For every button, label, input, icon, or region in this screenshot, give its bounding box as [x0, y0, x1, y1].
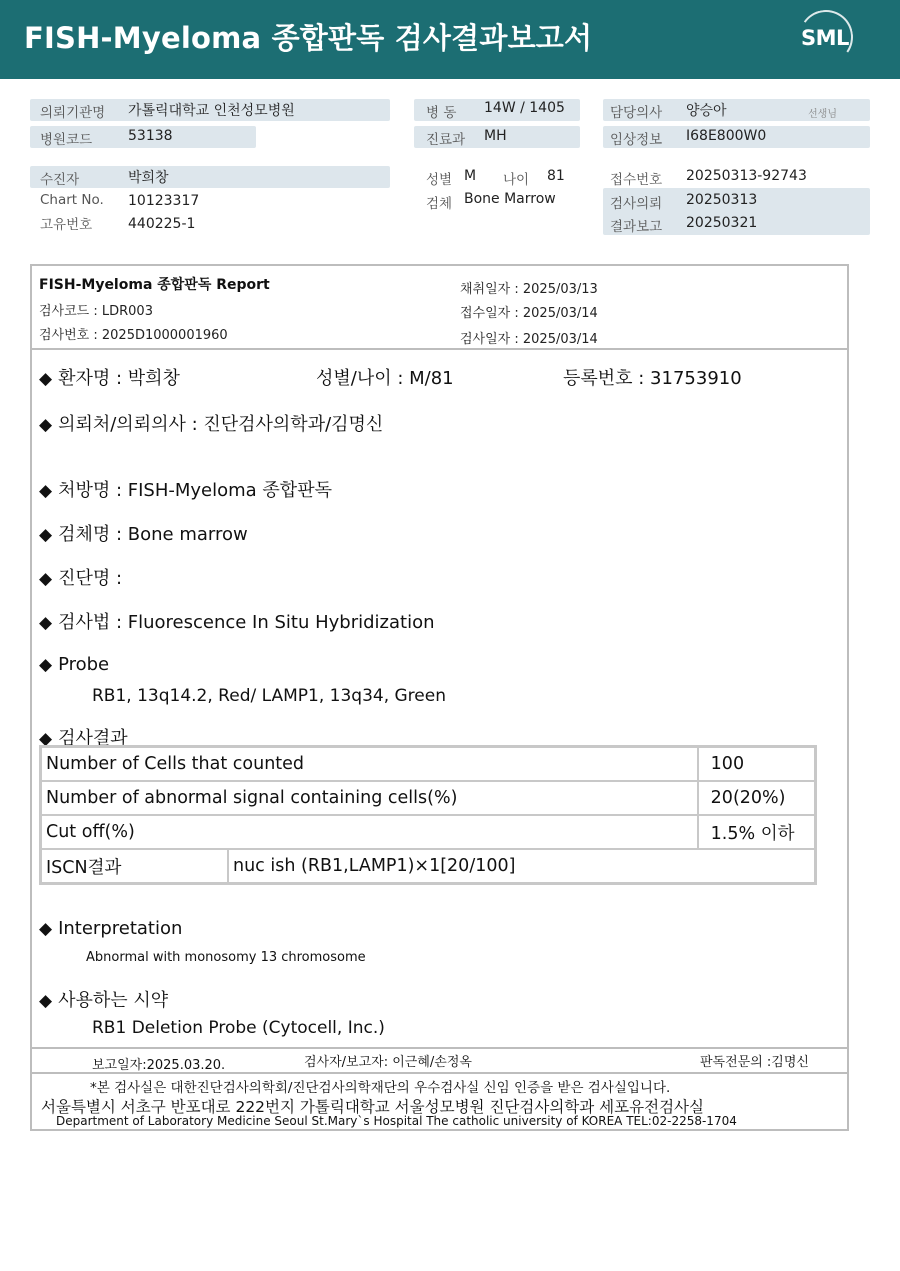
receipt-date: 접수일자 : 2025/03/14	[460, 306, 598, 321]
clinical-label: 임상정보	[610, 132, 663, 148]
report-top-section	[32, 266, 847, 350]
age-label: 나이	[503, 172, 530, 188]
reporter: 검사자/보고자: 이근혜/손정옥	[304, 1055, 472, 1070]
hospital-code-value: 53138	[128, 128, 173, 144]
probe-field	[39, 654, 109, 675]
result-value-cell: 100	[698, 747, 816, 782]
table-row	[41, 747, 816, 782]
probe-label: Probe	[58, 654, 110, 675]
diamond-bullet-icon: ◆	[39, 369, 53, 389]
diamond-bullet-icon: ◆	[39, 919, 53, 939]
table-row	[41, 815, 816, 849]
result-value-cell: 1.5% 이하	[698, 815, 816, 849]
dept-value: MH	[484, 128, 507, 144]
receipt-value: 20250313-92743	[686, 168, 807, 184]
chart-value: 10123317	[128, 193, 200, 209]
logo-text: SML	[801, 26, 849, 50]
doctor-value: 양승아	[686, 103, 727, 119]
diamond-bullet-icon: ◆	[39, 729, 53, 749]
probe-value: RB1, 13q14.2, Red/ LAMP1, 13q34, Green	[92, 686, 446, 706]
prescription-field	[39, 476, 332, 502]
specimen-text: 검체명 : Bone marrow	[58, 524, 248, 545]
diamond-bullet-icon: ◆	[39, 613, 53, 633]
report-date-label: 결과보고	[610, 219, 663, 235]
unique-label: 고유번호	[40, 217, 93, 233]
sex-age-field: 성별/나이 : M/81	[316, 368, 454, 389]
request-label: 검사의뢰	[610, 196, 663, 212]
ward-label: 병 동	[426, 105, 457, 121]
prescription-text: 처방명 : FISH-Myeloma 종합판독	[58, 480, 332, 501]
diamond-bullet-icon: ◆	[39, 569, 53, 589]
ward-value: 14W / 1405	[484, 100, 565, 116]
doctor-suffix: 선생님	[808, 109, 837, 120]
patient-value: 박희창	[128, 170, 169, 186]
sex-value: M	[464, 168, 477, 184]
chart-label: Chart No.	[40, 192, 104, 208]
result-name-cell: Number of abnormal signal containing cells(%)	[41, 781, 698, 815]
test-code: 검사코드 : LDR003	[39, 304, 153, 319]
diagnosis-text: 진단명 :	[58, 568, 123, 589]
reagent-heading	[39, 986, 168, 1012]
interp-value: Abnormal with monosomy 13 chromosome	[86, 950, 366, 965]
age-value: 81	[547, 168, 565, 184]
interpretation-heading	[39, 918, 182, 939]
lab-dept-en: Department of Laboratory Medicine Seoul St.Mary`s Hospital The catholic university of KOREA TEL:02-2258-1704	[56, 1114, 737, 1128]
patient-name-text: 환자명 : 박희창	[58, 368, 180, 389]
org-value: 가톨릭대학교 인천성모병원	[128, 103, 295, 119]
certification-note: *본 검사실은 대한진단검사의학회/진단검사의학재단의 우수검사실 신임 인증을 받은 검사실입니다.	[90, 1080, 671, 1096]
reagent-value: RB1 Deletion Probe (Cytocell, Inc.)	[92, 1018, 385, 1038]
dept-label: 진료과	[426, 132, 466, 148]
footer-divider	[32, 1072, 847, 1074]
result-value-cell: 20(20%)	[698, 781, 816, 815]
method-field	[39, 608, 435, 634]
method-text: 검사법 : Fluorescence In Situ Hybridization	[58, 612, 435, 633]
reg-no-field: 등록번호 : 31753910	[563, 368, 742, 389]
report-header	[0, 0, 900, 79]
result-label: 검사결과	[58, 728, 128, 749]
org-label: 의뢰기관명	[40, 105, 106, 121]
sml-logo	[795, 10, 855, 68]
receipt-label: 접수번호	[610, 172, 663, 188]
patient-name-field	[39, 364, 180, 390]
report-box	[30, 264, 849, 1131]
interp-label: Interpretation	[58, 918, 183, 939]
unique-value: 440225-1	[128, 216, 196, 232]
test-date: 검사일자 : 2025/03/14	[460, 332, 598, 347]
hospital-code-label: 병원코드	[40, 132, 93, 148]
collect-date: 채취일자 : 2025/03/13	[460, 282, 598, 297]
requester-field	[39, 410, 383, 436]
report-date: 보고일자:2025.03.20.	[92, 1058, 226, 1073]
diamond-bullet-icon: ◆	[39, 415, 53, 435]
test-number: 검사번호 : 2025D1000001960	[39, 328, 228, 343]
reader: 판독전문의 :김명신	[700, 1055, 809, 1070]
diamond-bullet-icon: ◆	[39, 655, 53, 675]
report-title: FISH-Myeloma 종합판독 Report	[39, 277, 270, 293]
specimen-label: 검체	[426, 196, 453, 212]
diamond-bullet-icon: ◆	[39, 991, 53, 1011]
patient-label: 수진자	[40, 172, 80, 188]
sex-label: 성별	[426, 172, 453, 188]
doctor-label: 담당의사	[610, 105, 663, 121]
clinical-value: I68E800W0	[686, 128, 767, 144]
result-name-cell: Cut off(%)	[41, 815, 698, 849]
reagent-label: 사용하는 시약	[58, 990, 169, 1011]
patient-row-bg	[30, 166, 390, 188]
page-title: FISH-Myeloma 종합판독 검사결과보고서	[24, 21, 593, 55]
iscn-label-cell: ISCN결과	[41, 849, 229, 884]
diamond-bullet-icon: ◆	[39, 481, 53, 501]
report-date-value: 20250321	[686, 215, 758, 231]
table-row	[41, 781, 816, 815]
result-name-cell: Number of Cells that counted	[41, 747, 698, 782]
diagnosis-field	[39, 564, 122, 590]
requester-text: 의뢰처/의뢰의사 : 진단검사의학과/김명신	[58, 414, 384, 435]
specimen-field	[39, 520, 248, 546]
request-value: 20250313	[686, 192, 758, 208]
iscn-value-cell: nuc ish (RB1,LAMP1)×1[20/100]	[228, 849, 816, 884]
specimen-value: Bone Marrow	[464, 191, 556, 207]
lab-address: 서울특별시 서초구 반포대로 222번지 가톨릭대학교 서울성모병원 진단검사의학과 세포유전검사실	[41, 1098, 704, 1116]
diamond-bullet-icon: ◆	[39, 525, 53, 545]
footer-divider	[32, 1047, 847, 1049]
results-table	[39, 745, 817, 885]
table-row	[41, 849, 816, 884]
